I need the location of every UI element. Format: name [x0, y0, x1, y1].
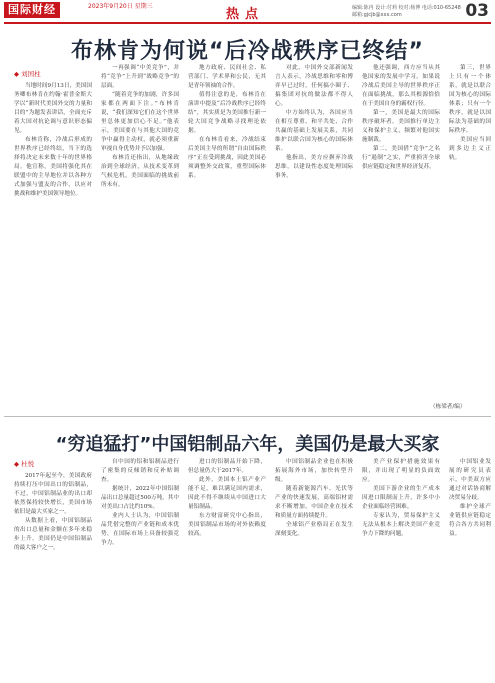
article-2-column-1 — [14, 472, 92, 678]
paragraph: 2017年起至今，美国政府持续打压中国出口的铝制品，不过，中国铝制品业的出口却依然保持较快增长，美国市场依旧是最大买家之一。 — [14, 473, 92, 515]
article-2-column-2 — [101, 458, 179, 678]
paragraph: 第二，美国借“竞争”之名行“遏制”之实，严重损害全球供应链稳定和世界经济复苏。 — [362, 146, 440, 170]
paragraph: 第一，美国是最大的国际秩序破坏者。美国推行单边主义和保护主义，频繁对他国实施制裁。 — [362, 110, 440, 143]
paragraph: 一再强调“中美竞争”，并将“竞争”上升到“战略竞争”的层面。 — [101, 65, 179, 89]
paragraph: 进口的铝制品开始下降，但总量仍大于2017年。 — [188, 459, 266, 474]
paragraph: 中方始终认为，各国应当在相互尊重、和平共处、合作共赢的基础上发展关系，共同维护以联合国为核心的国际体系。 — [275, 110, 353, 152]
paragraph: 美产业保护措施效果有限，并出现了明显的负面效应。 — [362, 459, 440, 483]
paragraph: 自中国的铝和铝制品进行了密集的反倾销和反补贴调查。 — [101, 459, 179, 483]
paragraph: 从数据上看，中国铝制品的出口总量和金额在多年来稳步上升，美国仍是中国铝制品的最大客户之一。 — [14, 518, 92, 551]
paragraph: 美国应当回到多边主义正轨。 — [449, 137, 491, 161]
article-2-column-4 — [275, 458, 353, 678]
paragraph: 中国铝业发展的研究员表示，中美双方应通过对话协商解决贸易分歧。 — [449, 459, 491, 501]
article-divider — [4, 416, 491, 417]
paragraph: 地方政府、民间社会、私营部门、学术界和公民，无其是青年领袖的合作。 — [188, 65, 266, 89]
article-1-column-5 — [362, 64, 440, 404]
article-1-column-6 — [449, 64, 491, 404]
page-number: 03 — [465, 1, 489, 21]
article-2-column-3 — [188, 458, 266, 678]
paragraph: 东方财富研究中心指出，美国铝制品市场的对外依赖度较高。 — [188, 513, 266, 537]
article-2-column-5 — [362, 458, 440, 678]
article-1-column-1 — [14, 82, 92, 404]
paragraph: 美国下游企业的生产成本因进口限制而上升，许多中小企业面临经营困难。 — [362, 486, 440, 510]
paragraph: 专家认为，贸易保护主义无法从根本上解决美国产业竞争力下降的问题。 — [362, 513, 440, 537]
paragraph: 布林肯称，冷战后形成的世界秩序已经终结，当下的选择将决定未来数十年的世界格局。他宣称，美国将强化其在联盟中的主导地位并以各种方式加强与盟友的合作，以应对挑战和维护美国领导地位。 — [14, 137, 92, 197]
paragraph: 中国铝制品企业也在积极拓展海外市场，加快转型升级。 — [275, 459, 353, 483]
article-1-editor: （栋梁者/编） — [430, 404, 466, 410]
newspaper-logo: 国际财经 — [4, 2, 60, 18]
article-1-column-3 — [188, 64, 266, 404]
article-2-column-6 — [449, 458, 491, 678]
paragraph: 全球铝产业格局正在发生深刻变化。 — [275, 522, 353, 537]
issue-date: 2023年9月20日 星期三 — [88, 3, 153, 10]
paragraph: “随着竞争的加剧，许多国家都在两面下注。”布林肯说，“我们深知它们在这个世界里总体更加信心不足。”他表示，美国要在与其他大国的竞争中赢得主动权，就必须重新审视自身优势并予以加强。 — [101, 92, 179, 152]
paragraph: 布林肯还指出，从地缘政治到全球经济，从技术变革到气候危机，美国面临的挑战前所未有。 — [101, 155, 179, 188]
article-1-column-4 — [275, 64, 353, 404]
paragraph: 第三，世界上只有一个体系，就是以联合国为核心的国际体系；只有一个秩序，就是以国际法为基础的国际秩序。 — [449, 65, 491, 134]
header-rule — [4, 22, 491, 24]
masthead — [0, 0, 495, 22]
paragraph: 此外，美国本土铝产业产能不足，难以满足国内需求，因此不得不继续从中国进口大量铝制品。 — [188, 477, 266, 510]
paragraph: 他指出，美方应摒弃冷战思维，以建设性态度处理国际事务。 — [275, 155, 353, 179]
article-1-byline: ◆ 刘国柱 — [14, 70, 41, 78]
article-1-column-2 — [101, 64, 179, 404]
paragraph: 对此，中国外交部新闻发言人表示，冷战思维和零和博弈早已过时，任何搞小圈子、搞集团对抗的做法都不得人心。 — [275, 65, 353, 107]
paragraph: 随着新能源汽车、光伏等产业的快速发展，高端铝材需求不断增加，中国企业在技术和质量方面持续提升。 — [275, 486, 353, 519]
paragraph: 当地时间9月13日，美国国务卿布林肯在约翰·霍普金斯大学以“新时代美国外交的力量和目的”为题发表讲话，全面充斥着大国对抗论调与意识形态偏见。 — [14, 83, 92, 134]
paragraph: 值得注意的是，布林肯在演讲中提及“后冷战秩序已经终结”，其实质是为美国推行新一轮大国竞争战略寻找理论依据。 — [188, 92, 266, 134]
article-1-headline: 布林肯为何说“后冷战秩序已终结” — [71, 39, 424, 64]
paragraph: 业内人士认为，中国铝制品凭借完整的产业链和成本优势，在国际市场上具备较强竞争力。 — [101, 513, 179, 546]
paragraph: 据统计，2022年中国铝制品出口总量超过500万吨，其中对美出口占比约10%。 — [101, 486, 179, 510]
editor-info: 编辑:陈冉 设计:付莉 校对:杨博 电话:010-65248 邮箱:gjcjb@xxx.com — [352, 5, 461, 18]
paragraph: 他还强调，西方应当从其他国家的发展中学习。如果说冷战后美国主导的世界秩序正在面临挑战，那么其根源恰恰在于美国自身的霸权行径。 — [362, 65, 440, 107]
paragraph: 在布林肯看来，冷战结束后美国主导的所谓“自由国际秩序”正在受到挑战，因此美国必须调整外交政策，重塑国际体系。 — [188, 137, 266, 179]
article-2-headline: “穷追猛打”中国铝制品六年，美国仍是最大买家 — [55, 434, 440, 455]
paragraph: 维护全球产业链供应链稳定符合各方共同利益。 — [449, 504, 491, 537]
article-2-byline: ◆ 杜悦 — [14, 460, 35, 468]
section-title: 热点 — [226, 7, 265, 22]
